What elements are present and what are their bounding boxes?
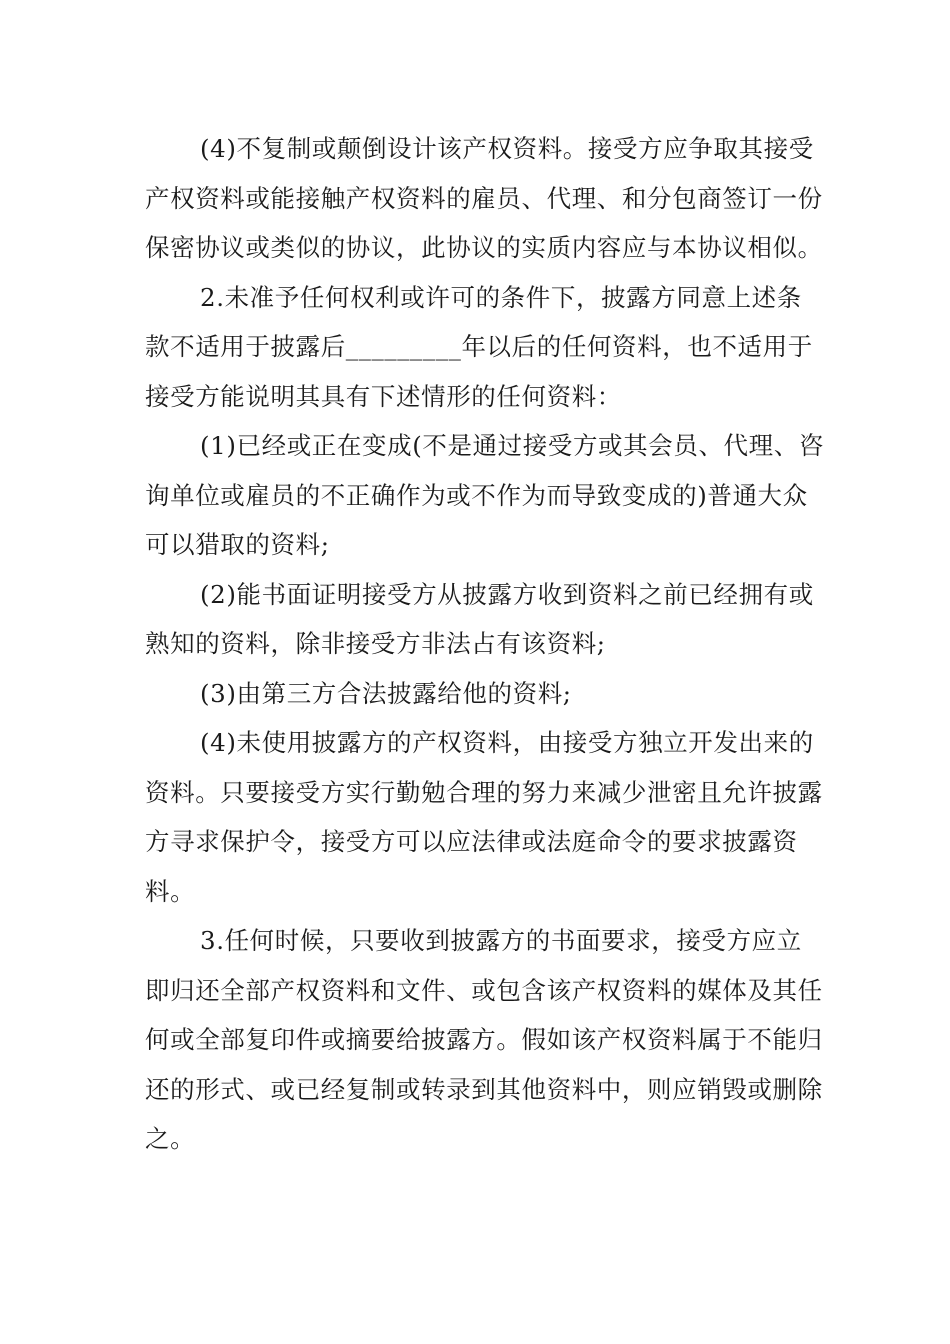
paragraph-clause-3: 3.任何时候，只要收到披露方的书面要求，接受方应立即归还全部产权资料和文件、或包含该产权资料的媒体及其任何或全部复印件或摘要给披露方。假如该产权资料属于不能归还的形式、或已经复制或转录到其他资料中，则应销毁或删除之。 <box>145 926 823 1153</box>
paragraph-clause-2-3: (3)由第三方合法披露给他的资料; <box>200 678 572 708</box>
paragraph-clause-1-4: (4)不复制或颠倒设计该产权资料。接受方应争取其接受产权资料或能接触产权资料的雇员、代理、和分包商签订一份保密协议或类似的协议，此协议的实质内容应与本协议相似。 <box>145 134 823 262</box>
paragraph-clause-2-1: (1)已经或正在变成(不是通过接受方或其会员、代理、咨询单位或雇员的不正确作为或不作为而导致变成的)普通大众可以猎取的资料; <box>145 431 824 559</box>
document-body <box>145 124 825 1164</box>
paragraph-clause-2: 2.未准予任何权利或许可的条件下，披露方同意上述条款不适用于披露后_________年以后的任何资料，也不适用于接受方能说明其具有下述情形的任何资料： <box>145 282 813 411</box>
paragraph-clause-2-4: (4)未使用披露方的产权资料，由接受方独立开发出来的资料。只要接受方实行勤勉合理的努力来减少泄密且允许披露方寻求保护令，接受方可以应法律或法庭命令的要求披露资料。 <box>145 728 823 906</box>
paragraph-clause-2-2: (2)能书面证明接受方从披露方收到资料之前已经拥有或熟知的资料，除非接受方非法占有该资料; <box>145 579 814 658</box>
